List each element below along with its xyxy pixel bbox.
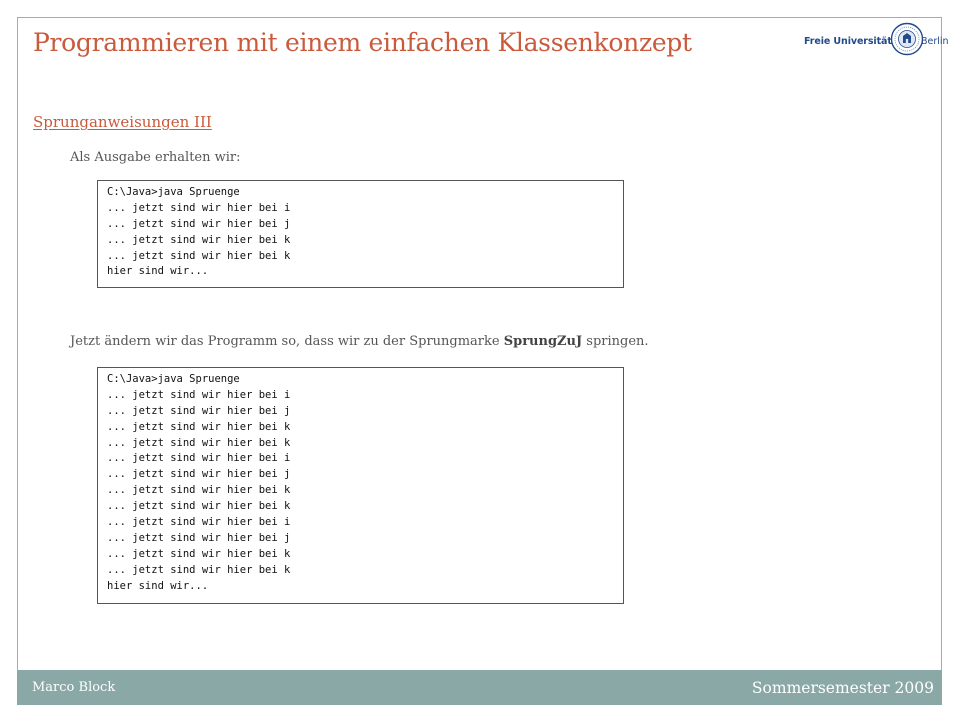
console-line: ... jetzt sind wir hier bei j <box>107 217 291 230</box>
jump-label-name: SprungZuJ <box>503 334 583 349</box>
console-line: ... jetzt sind wir hier bei i <box>107 452 291 465</box>
console-line: ... jetzt sind wir hier bei i <box>107 388 291 401</box>
footer-semester: Sommersemester 2009 <box>751 679 934 697</box>
console-line: ... jetzt sind wir hier bei i <box>107 201 291 214</box>
console-line: ... jetzt sind wir hier bei k <box>107 563 291 576</box>
intro-text: Als Ausgabe erhalten wir: <box>70 150 241 165</box>
change-text-after: springen. <box>582 334 649 349</box>
section-heading: Sprunganweisungen III <box>33 113 212 131</box>
console-output-2 <box>97 367 624 604</box>
console-line: ... jetzt sind wir hier bei i <box>107 516 291 529</box>
console-line: C:\Java>java Spruenge <box>107 373 240 385</box>
fu-berlin-seal-icon <box>890 20 924 58</box>
change-text <box>70 334 649 349</box>
logo-wordmark <box>804 36 892 47</box>
console-line: ... jetzt sind wir hier bei k <box>107 233 291 246</box>
slide-title: Programmieren mit einem einfachen Klassenkonzept <box>33 28 692 57</box>
logo-text-university: Freie Universität <box>804 36 892 47</box>
console-line: ... jetzt sind wir hier bei k <box>107 484 291 497</box>
console-line: ... jetzt sind wir hier bei j <box>107 468 291 481</box>
console-line: ... jetzt sind wir hier bei k <box>107 436 291 449</box>
console-line: ... jetzt sind wir hier bei k <box>107 547 291 560</box>
university-logo <box>804 20 949 60</box>
footer-author: Marco Block <box>32 680 116 695</box>
logo-city: Berlin <box>921 36 949 47</box>
slide-footer <box>17 670 942 705</box>
console-line: ... jetzt sind wir hier bei j <box>107 404 291 417</box>
console-line: hier sind wir... <box>107 265 209 278</box>
console-line: C:\Java>java Spruenge <box>107 186 240 198</box>
change-text-before: Jetzt ändern wir das Programm so, dass wir zu der Sprungmarke <box>70 334 504 349</box>
console-line: ... jetzt sind wir hier bei k <box>107 249 291 262</box>
console-line: ... jetzt sind wir hier bei k <box>107 420 291 433</box>
console-line: ... jetzt sind wir hier bei j <box>107 531 291 544</box>
console-output-1 <box>97 180 624 288</box>
console-line: hier sind wir... <box>107 579 209 592</box>
console-line: ... jetzt sind wir hier bei k <box>107 500 291 513</box>
